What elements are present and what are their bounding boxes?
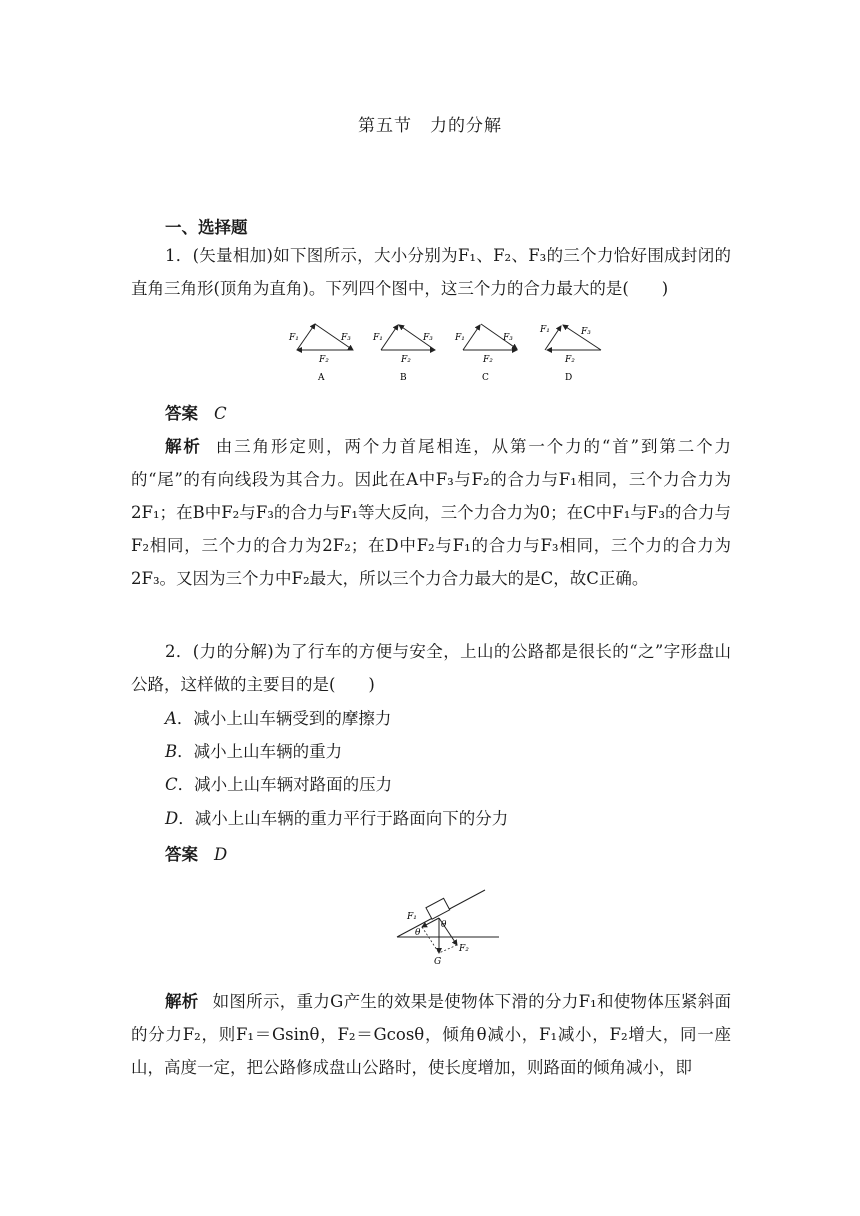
- question-1-answer: [165, 397, 227, 430]
- option-key: C: [165, 775, 178, 794]
- label-f2: F₂: [319, 355, 329, 365]
- label-f1: F₁: [540, 325, 550, 335]
- question-2-option-b: [165, 735, 342, 768]
- triangle-figures: [285, 318, 615, 388]
- question-2-answer: [165, 838, 227, 871]
- answer-value: C: [214, 404, 227, 423]
- answer-label: 答案: [165, 845, 198, 864]
- option-key: D: [165, 809, 179, 828]
- option-text: ．减小上山车辆对路面的压力: [177, 775, 393, 794]
- question-2-analysis: [131, 985, 731, 1084]
- label-f3: F₃: [581, 327, 591, 337]
- analysis-label: 解析: [165, 992, 199, 1011]
- label-f3: F₃: [423, 333, 433, 343]
- incline-figure: [395, 885, 505, 970]
- label-f3: F₃: [341, 333, 351, 343]
- figure-label-d: D: [565, 373, 573, 383]
- analysis-label: 解析: [165, 437, 202, 456]
- question-2-figure: [395, 885, 505, 974]
- figure-label-b: B: [400, 373, 407, 383]
- label-f2: F₂: [459, 944, 469, 954]
- question-2-option-a: [165, 702, 391, 735]
- figure-label-c: C: [482, 373, 489, 383]
- label-f2: F₂: [565, 355, 575, 365]
- question-2-option-d: [165, 802, 508, 835]
- page-title: 第五节 力的分解: [358, 116, 502, 136]
- option-key: A: [165, 709, 177, 728]
- option-text: ．减小上山车辆的重力: [177, 742, 343, 761]
- label-f1: F₁: [373, 333, 383, 343]
- question-1-figure: [285, 318, 615, 392]
- triangle-a: [288, 324, 353, 383]
- label-f1: F₁: [407, 912, 417, 922]
- label-f1: F₁: [289, 333, 299, 343]
- label-theta-incline: θ: [415, 928, 421, 938]
- question-1-analysis: [131, 430, 731, 595]
- section-heading: 一、选择题: [165, 218, 248, 237]
- label-f1: F₁: [455, 333, 465, 343]
- triangle-d: [539, 325, 601, 383]
- answer-label: 答案: [165, 404, 198, 423]
- option-key: B: [165, 742, 178, 761]
- question-2-option-c: [165, 768, 392, 801]
- label-g: G: [434, 957, 442, 967]
- question-1-stem: 1．(矢量相加)如下图所示，大小分别为F₁、F₂、F₃的三个力恰好围成封闭的直角三角形(顶角为直角)。下列四个图中，这三个力的合力最大的是( ): [131, 246, 731, 298]
- option-text: ．减小上山车辆受到的摩擦力: [176, 709, 392, 728]
- question-2-stem: 2．(力的分解)为了行车的方便与安全，上山的公路都是很长的“之”字形盘山公路，这样做的主要目的是( ): [131, 642, 731, 694]
- label-f3: F₃: [503, 333, 513, 343]
- analysis-text: 如图所示，重力G产生的效果是使物体下滑的分力F₁和使物体压紧斜面的分力F₂，则F₁＝Gsinθ，F₂＝Gcosθ，倾角θ减小，F₁减小，F₂增大，同一座山，高度一定，把公路修成盘山公路时，使长度增加，则路面的倾角减小，即: [131, 992, 731, 1077]
- label-f2: F₂: [483, 355, 493, 365]
- triangle-c: [454, 324, 517, 383]
- analysis-text: 由三角形定则，两个力首尾相连，从第一个力的“首”到第二个力的“尾”的有向线段为其合力。因此在A中F₃与F₂的合力与F₁相同，三个力合力为2F₁；在B中F₂与F₃的合力与F₁等大反向，三个力合力为0；在C中F₁与F₃的合力与F₂相同，三个力的合力为2F₂；在D中F₂与F₁的合力与F₃相同，三个力的合力为2F₃。又因为三个力中F₂最大，所以三个力合力最大的是C，故C正确。: [131, 437, 732, 588]
- answer-value: D: [214, 845, 228, 864]
- figure-label-a: A: [318, 373, 325, 383]
- option-text: ．减小上山车辆的重力平行于路面向下的分力: [178, 809, 509, 828]
- label-theta-force: θ: [441, 920, 447, 930]
- triangle-b: [372, 325, 435, 383]
- label-f2: F₂: [401, 355, 411, 365]
